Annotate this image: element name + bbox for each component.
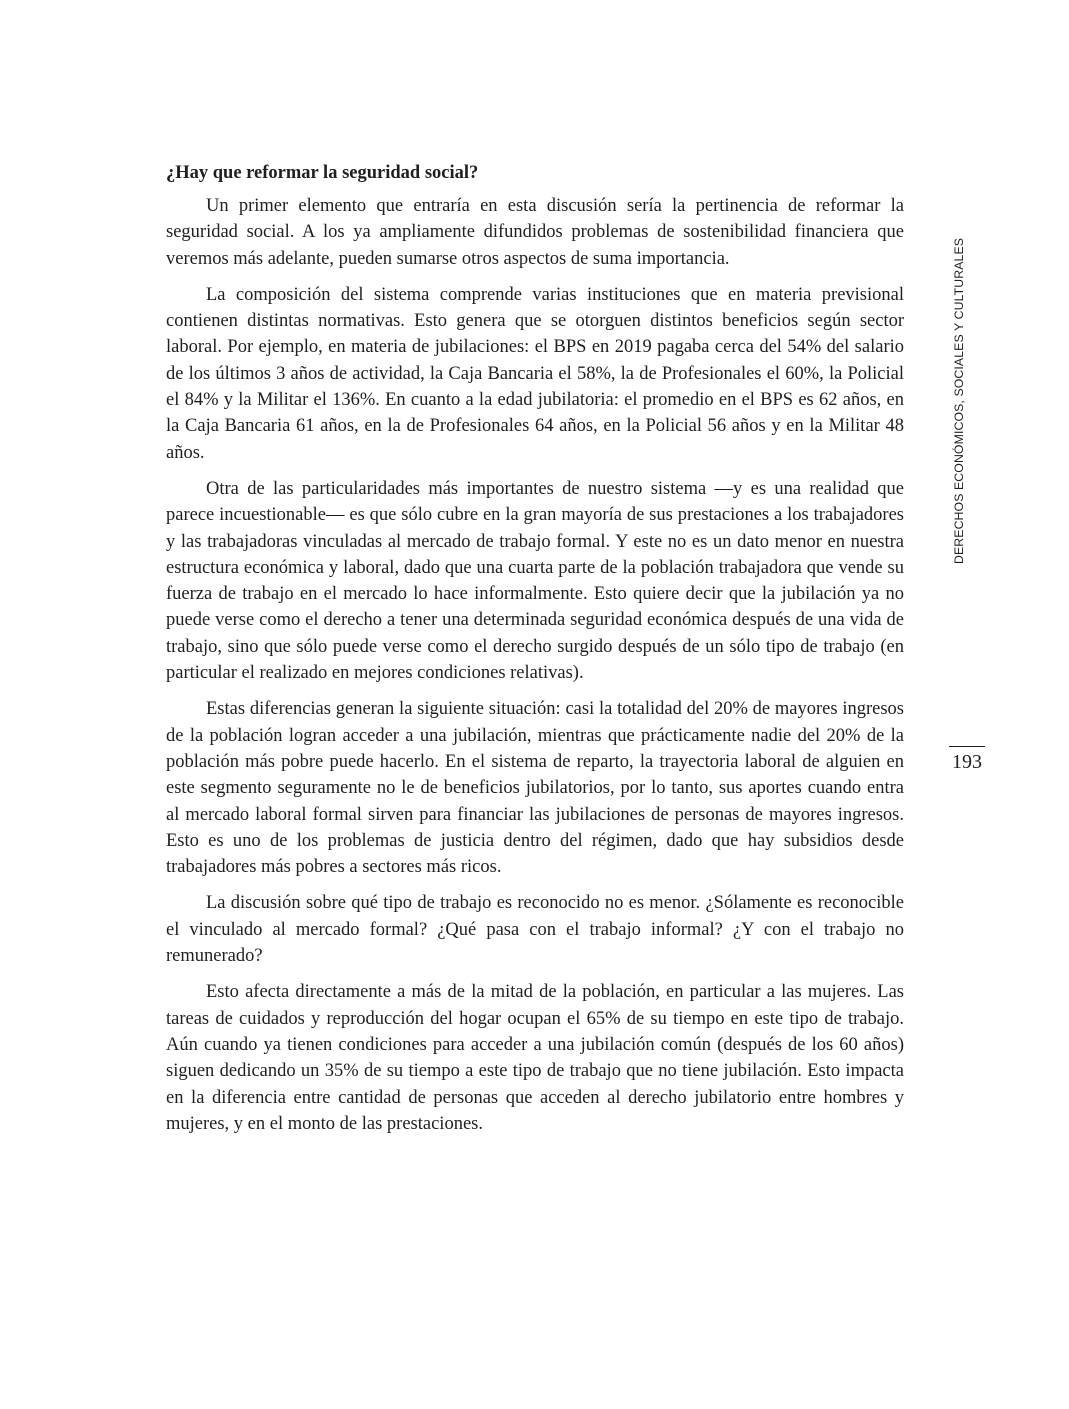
paragraph: La composición del sistema comprende varias instituciones que en materia previsional contienen distintas normativas. Esto genera que se otorguen distintos beneficios según sector laboral. Por ejemplo, en materia de jubilaciones: el BPS en 2019 pagaba cerca del 54% del salario de los últimos 3 años de actividad, la Caja Bancaria el 58%, la de Profesionales el 60%, la Policial el 84% y la Militar el 136%. En cuanto a la edad jubilatoria: el promedio en el BPS es 62 años, en la Caja Bancaria 61 años, en la de Profesionales 64 años, en la Policial 56 años y en la Militar 48 años.: [166, 284, 904, 463]
body-text: [166, 160, 904, 1147]
section-heading: ¿Hay que reformar la seguridad social?: [166, 163, 479, 183]
paragraph: Otra de las particularidades más importantes de nuestro sistema —y es una realidad que parece incuestionable— es que sólo cubre en la gran mayoría de sus prestaciones a los trabajadores y las trabajadoras vinculadas al mercado de trabajo formal. Y este no es un dato menor en nuestra estructura económica y laboral, dado que una cuarta parte de la población trabajadora que vende su fuerza de trabajo en el mercado lo hace informalmente. Esto quiere decir que la jubilación ya no puede verse como el derecho a tener una determinada seguridad económica después de una vida de trabajo, sino que sólo puede verse como el derecho surgido después de un sólo tipo de trabajo (en particular el realizado en mejores condiciones relativas).: [166, 478, 904, 684]
paragraph: Estas diferencias generan la siguiente situación: casi la totalidad del 20% de mayores ingresos de la población logran acceder a una jubilación, mientras que prácticamente nadie del 20% de la población más pobre puede hacerlo. En el sistema de reparto, la trayectoria laboral de alguien en este segmento seguramente no le de beneficios jubilatorios, por lo tanto, sus aportes cuando entra al mercado laboral formal sirven para financiar las jubilaciones de personas de mayores ingresos. Esto es uno de los problemas de justicia dentro del régimen, dado que hay subsidios desde trabajadores más pobres a sectores más ricos.: [166, 699, 904, 878]
page-number-rule: [949, 746, 985, 747]
paragraph: Un primer elemento que entraría en esta discusión sería la pertinencia de reformar la seguridad social. A los ya ampliamente difundidos problemas de sostenibilidad financiera que veremos más adelante, pueden sumarse otros aspectos de suma importancia.: [166, 196, 904, 269]
running-section-title: DERECHOS ECONÓMICOS, SOCIALES Y CULTURALES: [952, 237, 966, 564]
paragraph: Esto afecta directamente a más de la mitad de la población, en particular a las mujeres. Las tareas de cuidados y reproducción del hogar ocupan el 65% de su tiempo en este tipo de trabajo. Aún cuando ya tienen condiciones para acceder a una jubilación común (después de los 60 años) siguen dedicando un 35% de su tiempo a este tipo de trabajo que no tiene jubilación. Esto impacta en la diferencia entre cantidad de personas que acceden al derecho jubilatorio entre hombres y mujeres, y en el monto de las prestaciones.: [166, 982, 904, 1134]
page-number: 193: [952, 751, 982, 773]
paragraph: La discusión sobre qué tipo de trabajo es reconocido no es menor. ¿Sólamente es reconocible el vinculado al mercado formal? ¿Qué pasa con el trabajo informal? ¿Y con el trabajo no remunerado?: [166, 893, 904, 967]
